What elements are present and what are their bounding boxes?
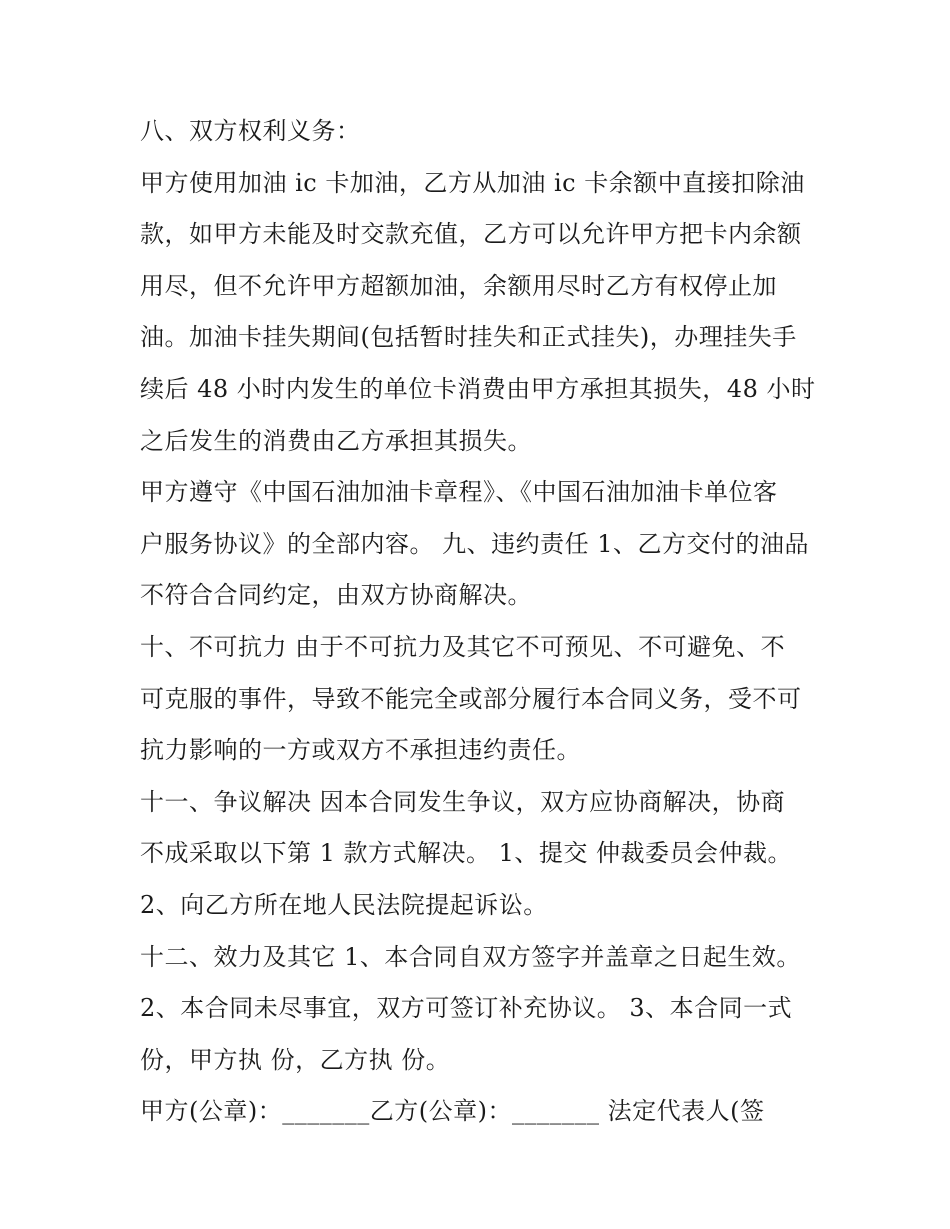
paragraph-line: 可克服的事件，导致不能完全或部分履行本合同义务，受不可	[140, 684, 802, 713]
paragraph-line: 续后 48 小时内发生的单位卡消费由甲方承担其损失，48 小时	[140, 374, 816, 403]
paragraph-line: 2、向乙方所在地人民法院提起诉讼。	[140, 890, 548, 919]
paragraph-line: 款，如甲方未能及时交款充值，乙方可以允许甲方把卡内余额	[140, 220, 802, 249]
section-11-line: 十一、争议解决 因本合同发生争议，双方应协商解决，协商	[140, 787, 786, 816]
paragraph-line: 2、本合同未尽事宜，双方可签订补充协议。 3、本合同一式	[140, 994, 793, 1023]
paragraph-line: 之后发生的消费由乙方承担其损失。	[140, 426, 532, 455]
paragraph-line: 份，甲方执 份，乙方执 份。	[140, 1045, 451, 1074]
paragraph-line: 甲方遵守《中国石油加油卡章程》、《中国石油加油卡单位客	[140, 478, 778, 507]
paragraph-line: 抗力影响的一方或双方不承担违约责任。	[140, 736, 581, 765]
document-body	[140, 106, 830, 1138]
section-8-heading: 八、双方权利义务：	[140, 117, 361, 145]
signature-line: 甲方(公章)：_______乙方(公章)：_______ 法定代表人(签	[140, 1097, 765, 1126]
paragraph-line: 不符合合同约定，由双方协商解决。	[140, 581, 532, 610]
section-10-line: 十、不可抗力 由于不可抗力及其它不可预见、不可避免、不	[140, 632, 786, 661]
paragraph-line: 不成采取以下第 1 款方式解决。 1、提交 仲裁委员会仲裁。	[140, 839, 793, 868]
paragraph-line: 户服务协议》的全部内容。 九、违约责任 1、乙方交付的油品	[140, 529, 810, 558]
section-12-line: 十二、效力及其它 1、本合同自双方签字并盖章之日起生效。	[140, 942, 801, 971]
paragraph-line: 用尽，但不允许甲方超额加油，余额用尽时乙方有权停止加	[140, 271, 777, 300]
paragraph-line: 油。加油卡挂失期间(包括暂时挂失和正式挂失)，办理挂失手	[140, 323, 797, 352]
paragraph-line: 甲方使用加油 ic 卡加油，乙方从加油 ic 卡余额中直接扣除油	[140, 168, 805, 197]
